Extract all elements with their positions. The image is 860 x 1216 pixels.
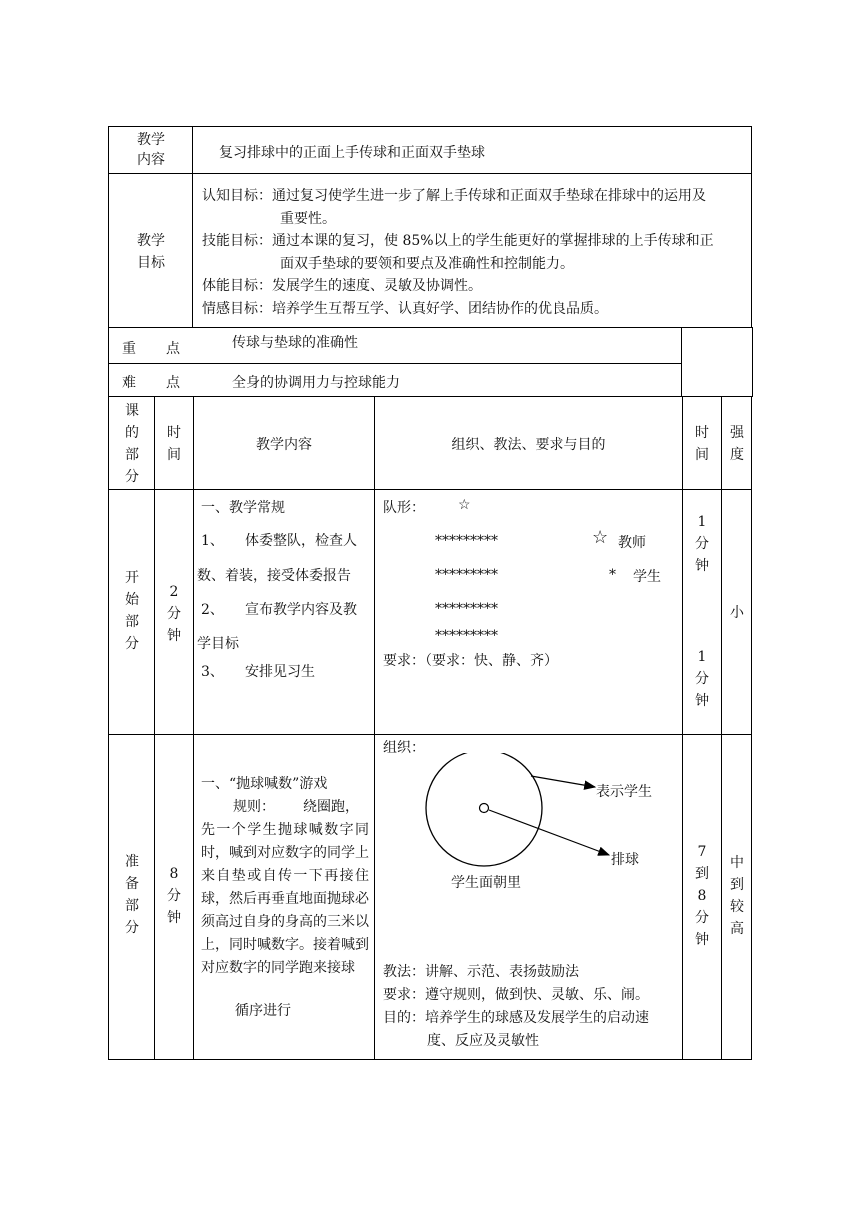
header-content: 教学内容 [256,437,312,453]
label-ball: 排球 [611,852,639,868]
keypoint-mid-line [108,363,682,364]
legend-teacher-icon: ☆ [592,527,609,548]
col-line-1 [154,396,155,1060]
header-bottom-line [108,489,752,490]
formation-row-4: ********* [435,628,498,644]
start-requirement: 要求：（要求：快、静、齐） [383,653,558,669]
start-time: 2 分 钟 [167,584,181,644]
prep-purpose: 目的：培养学生的球感及发展学生的启动速 [383,1010,649,1026]
prep-purpose-cont: 度、反应及灵敏性 [427,1033,539,1049]
keypoint-right-outer [752,327,753,397]
legend-teacher-label: 教师 [618,535,646,551]
goals-list [202,185,750,320]
start-part: 开 始 部 分 [125,570,139,652]
difficulty-value: 全身的协调用力与控球能力 [232,375,400,391]
prep-rule-label: 规则： [233,799,275,815]
start-time2-a: 1 分 钟 [695,514,709,574]
prep-title: 一、“抛球喊数”游戏 [201,776,328,792]
formation-row-3: ********* [435,601,498,617]
header-intensity: 强 度 [730,425,744,463]
lesson-content: 复习排球中的正面上手传球和正面双手垫球 [219,145,485,161]
header-time: 时 间 [167,425,181,463]
prep-time: 8 分 钟 [167,866,181,926]
start-item1-text: 体委整队，检查人 [245,533,357,549]
label-student: 表示学生 [596,784,652,800]
goal-cognitive: 认知目标：通过复习使学生进一步了解上手传球和正面双手垫球在排球中的运用及 [202,188,706,204]
start-item2-text: 宣布教学内容及教 [245,602,357,618]
formation-row-2: ********* [435,567,498,583]
goal-emotional: 情感目标：培养学生互帮互学、认真好学、团结协作的优良品质。 [202,300,608,317]
header-time2: 时 间 [695,425,709,463]
difficulty-label-a: 难 [122,375,136,391]
row-content-divider [192,126,193,174]
goal-skill-cont: 面双手垫球的要领和要点及准确性和控制能力。 [280,255,574,272]
prep-org-label: 组织： [383,740,425,756]
goals-label: 教学 目标 [137,233,165,271]
start-item2-cont: 学目标 [197,636,239,652]
prep-rule-body: 先一个学生抛球喊数字同时，喊到对应数字的同学上来自垫或自传一下再接住球，然后再垂直地面抛球必须高过自身的身高的三米以上，同时喊数字。接着喊到对应数字的同学跑来接球 [201,822,369,976]
keypoint-value: 传球与垫球的准确性 [232,335,358,351]
col-line-2 [193,396,194,1060]
difficulty-label-b: 点 [166,375,180,391]
circle-diagram [375,753,681,913]
start-time2-b: 1 分 钟 [695,649,709,709]
keypoint-label-a: 重 [122,341,136,357]
col-line-5 [721,396,722,1060]
formation-teacher-star: ☆ [458,497,471,513]
ball-arrow [489,810,609,855]
start-org [375,495,681,733]
prep-method: 教法：讲解、示范、表扬鼓励法 [383,964,579,980]
prep-time2: 7 到 8 分 钟 [695,844,709,948]
start-item1-cont: 数、着装，接受体委报告 [197,568,351,584]
prep-part: 准 备 部 分 [125,854,139,936]
goal-skill: 技能目标：通过本课的复习，使 85%以上的学生能更好的掌握排球的上手传球和正 [202,233,714,249]
circle-caption: 学生面朝里 [451,875,521,891]
prep-org [375,735,681,1059]
prep-loop: 循序进行 [235,1003,291,1019]
start-intensity: 小 [730,605,744,621]
col-line-4 [682,396,683,1060]
start-item3-text: 安排见习生 [245,664,315,680]
prep-intensity: 中 到 较 高 [730,855,744,937]
header-org: 组织、教法、要求与目的 [451,437,606,453]
goal-cognitive-cont: 重要性。 [280,210,336,227]
start-item1-num: 1、 [201,533,224,549]
formation-row-1: ********* [435,533,498,549]
goal-physical: 体能目标：发展学生的速度、灵敏及协调性。 [202,278,482,294]
start-item3-num: 3、 [201,664,224,680]
ball-icon [480,804,489,813]
header-part: 课 的 部 分 [125,403,139,485]
student-arrow [531,776,595,787]
legend-student-icon: * [609,567,616,583]
keypoint-left-line [108,327,109,397]
keypoint-right-inner [681,327,682,397]
content-label: 教学 内容 [137,132,165,168]
formation-label: 队形： [383,500,425,516]
prep-requirement: 要求：遵守规则，做到快、灵敏、乐、闹。 [383,987,649,1003]
start-title: 一、教学常规 [201,500,285,516]
prep-rule-tail: 绕圈跑， [303,799,359,815]
start-item2-num: 2、 [201,602,224,618]
legend-student-label: 学生 [633,569,661,585]
keypoint-top-line [108,327,753,328]
row-goals-divider [192,173,193,328]
keypoint-label-b: 点 [166,341,180,357]
